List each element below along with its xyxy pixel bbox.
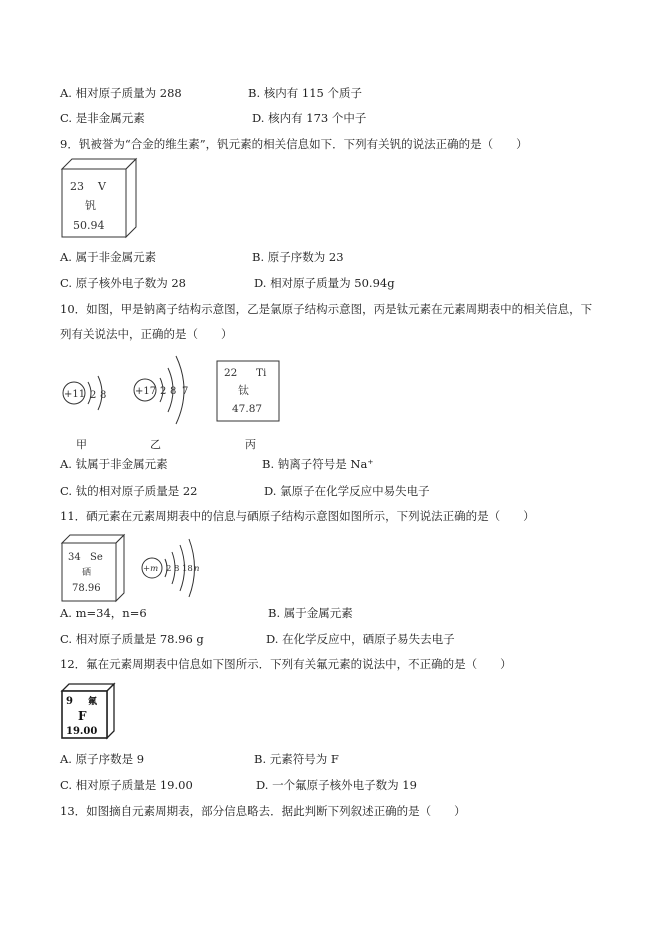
q11-option-a: A. m=34，n=6 <box>60 606 147 620</box>
q11-atom-shell1: 2 <box>166 564 172 574</box>
q10-bing-symbol: Ti <box>256 367 267 379</box>
q8-option-b: B. 核内有 115 个质子 <box>248 86 363 100</box>
q11-card-mass: 78.96 <box>72 583 101 594</box>
q11-atom-shell2: 8 <box>174 564 180 574</box>
q12-card-name: 氟 <box>88 697 98 707</box>
q12-fluorine-card <box>60 682 116 740</box>
q11-atom-shell4: n <box>194 564 200 574</box>
q11-atom-nucleus: +m <box>143 564 159 574</box>
q11-atom-shell3: 18 <box>182 564 193 574</box>
q10-option-a: A. 钛属于非金属元素 <box>60 457 168 471</box>
q10-chlorine-atom-diagram <box>130 350 210 430</box>
q9-card-name: 钒 <box>85 199 96 212</box>
q12-option-c: C. 相对原子质量是 19.00 <box>60 778 193 792</box>
q10-option-d: D. 氯原子在化学反应中易失电子 <box>264 484 430 498</box>
q10-yi-shell3: 7 <box>182 386 189 397</box>
q12-card-symbol: F <box>78 709 87 723</box>
q9-stem: 9．钒被誉为“合金的维生素”，钒元素的相关信息如下．下列有关钒的说法正确的是（ ） <box>60 137 528 151</box>
q10-yi-shell1: 2 <box>160 386 167 397</box>
q11-selenium-card <box>60 533 126 603</box>
q12-option-b: B. 元素符号为 F <box>254 752 339 766</box>
q13-stem: 13．如图摘自元素周期表，部分信息略去．据此判断下列叙述正确的是（ ） <box>60 804 466 818</box>
q9-option-c: C. 原子核外电子数为 28 <box>60 276 186 290</box>
q10-jia-nucleus: +11 <box>64 389 86 400</box>
q9-option-a: A. 属于非金属元素 <box>60 250 157 264</box>
q12-card-number: 9 <box>66 696 73 707</box>
q10-jia-shell1: 2 <box>90 390 97 401</box>
q11-card-name: 硒 <box>82 568 92 578</box>
q10-yi-nucleus: +17 <box>135 386 157 397</box>
q12-option-a: A. 原子序数是 9 <box>60 752 145 766</box>
q10-stem-line2: 列有关说法中，正确的是（ ） <box>60 327 233 341</box>
q12-stem: 12．氟在元素周期表中信息如下图所示．下列有关氟元素的说法中，不正确的是（ ） <box>60 657 512 671</box>
q10-sodium-ion-diagram <box>58 368 128 418</box>
q10-bing-mass: 47.87 <box>232 403 263 415</box>
q11-stem: 11．硒元素在元素周期表中的信息与硒原子结构示意图如图所示，下列说法正确的是（ ） <box>60 509 535 523</box>
q10-stem-line1: 10．如图，甲是钠离子结构示意图，乙是氯原子结构示意图，丙是钛元素在元素周期表中的相关信息，下 <box>60 302 593 316</box>
q12-card-mass: 19.00 <box>66 726 98 737</box>
q10-titanium-card <box>216 360 280 422</box>
q9-card-mass: 50.94 <box>73 219 105 232</box>
q9-card-symbol: V <box>98 180 106 193</box>
q9-option-b: B. 原子序数为 23 <box>252 250 344 264</box>
q11-selenium-atom-diagram <box>138 536 208 600</box>
q9-option-d: D. 相对原子质量为 50.94g <box>254 276 395 290</box>
q10-bing-number: 22 <box>224 367 238 379</box>
q10-option-b: B. 钠离子符号是 Na⁺ <box>262 457 374 471</box>
q10-option-c: C. 钛的相对原子质量是 22 <box>60 484 198 498</box>
q11-option-d: D. 在化学反应中，硒原子易失去电子 <box>266 632 455 646</box>
q11-card-symbol: Se <box>90 552 103 563</box>
q11-card-number: 34 <box>68 552 81 563</box>
q11-option-b: B. 属于金属元素 <box>268 606 353 620</box>
q10-caption-jia: 甲 <box>76 438 87 451</box>
q10-yi-shell2: 8 <box>170 386 177 397</box>
q12-option-d: D. 一个氟原子核外电子数为 19 <box>256 778 417 792</box>
q9-vanadium-card <box>60 157 140 239</box>
q11-option-c: C. 相对原子质量是 78.96 g <box>60 632 204 646</box>
q9-card-number: 23 <box>70 180 84 193</box>
q10-caption-bing: 丙 <box>245 438 256 451</box>
q8-option-d: D. 核内有 173 个中子 <box>252 111 367 125</box>
q10-jia-shell2: 8 <box>100 390 107 401</box>
q8-option-a: A. 相对原子质量为 288 <box>60 86 182 100</box>
q10-bing-name: 钛 <box>238 384 249 397</box>
q10-caption-yi: 乙 <box>150 438 161 451</box>
q8-option-c: C. 是非金属元素 <box>60 111 145 125</box>
